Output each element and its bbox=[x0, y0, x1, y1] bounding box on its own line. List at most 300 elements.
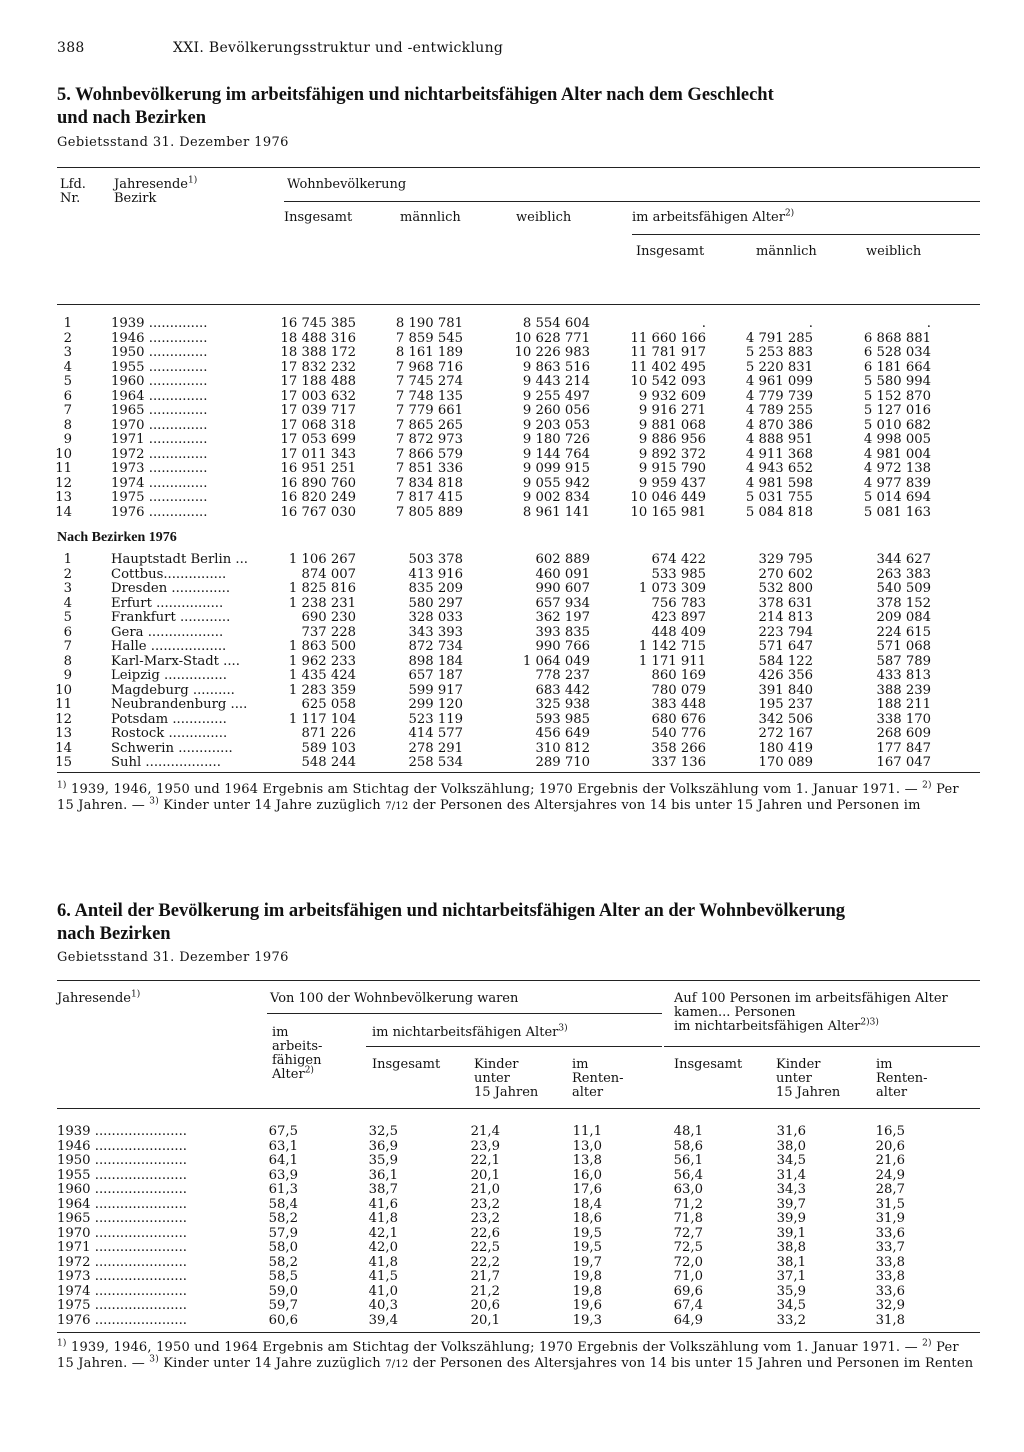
value-arb-maennlich: 180 419 bbox=[758, 740, 813, 756]
table-row bbox=[0, 374, 1024, 389]
value-arb-insgesamt: 9 932 609 bbox=[638, 388, 706, 404]
table-row bbox=[0, 654, 1024, 669]
value-arb-insgesamt: 9 916 271 bbox=[638, 403, 706, 418]
value-arb-weiblich: 5 010 682 bbox=[863, 417, 931, 433]
row-label: 1955 .............. bbox=[111, 359, 208, 375]
value-arb-weiblich: 388 239 bbox=[876, 682, 931, 698]
row-label: Erfurt ................ bbox=[111, 595, 224, 611]
row-label: 1973 .............. bbox=[111, 461, 208, 476]
value-maennlich: 278 291 bbox=[408, 740, 463, 756]
value-insgesamt: 16 745 385 bbox=[280, 316, 356, 331]
row-label: 1972 ...................... bbox=[57, 1254, 187, 1270]
value-arb-insgesamt: 9 892 372 bbox=[638, 446, 706, 462]
row-label: 1976 .............. bbox=[111, 504, 208, 520]
value-insgesamt: 16 890 760 bbox=[280, 475, 356, 491]
value-arb-insgesamt: 674 422 bbox=[651, 552, 706, 567]
row-number: 3 bbox=[63, 581, 72, 596]
table-row bbox=[0, 726, 1024, 741]
row-number: 12 bbox=[55, 475, 72, 491]
value-auf100-insgesamt: 71,0 bbox=[673, 1269, 703, 1284]
value-maennlich: 7 865 265 bbox=[395, 417, 463, 433]
row-number: 5 bbox=[63, 610, 72, 625]
value-maennlich: 8 190 781 bbox=[395, 316, 463, 331]
value-arbeitsfaehig: 61,3 bbox=[268, 1182, 298, 1197]
value-arb-weiblich: 571 068 bbox=[876, 639, 931, 654]
table6-header-von100: Von 100 der Wohnbevölkerung waren bbox=[270, 991, 519, 1006]
value-insgesamt: 1 238 231 bbox=[288, 595, 356, 611]
table-row bbox=[0, 345, 1024, 360]
table6-top-rule bbox=[57, 980, 980, 981]
value-arb-insgesamt: 448 409 bbox=[651, 624, 706, 640]
row-label: Suhl .................. bbox=[111, 755, 221, 770]
value-weiblich: 325 938 bbox=[535, 697, 590, 712]
row-number: 5 bbox=[63, 374, 72, 389]
table-row bbox=[0, 1284, 1024, 1299]
value-insgesamt: 1 962 233 bbox=[288, 653, 356, 669]
table6-header-im-arb-l4: Alter$^{2)}$ bbox=[272, 1065, 314, 1082]
row-label: 1971 ...................... bbox=[57, 1240, 187, 1255]
value-insgesamt: 18 488 316 bbox=[280, 330, 356, 346]
table-row bbox=[0, 389, 1024, 404]
table5-top-rule bbox=[57, 167, 980, 168]
table6-header-kinder-l1: Kinder bbox=[474, 1057, 519, 1072]
row-number: 2 bbox=[63, 566, 72, 582]
table-row bbox=[0, 1182, 1024, 1197]
value-insgesamt: 690 230 bbox=[301, 610, 356, 625]
value-maennlich: 328 033 bbox=[408, 610, 463, 625]
row-number: 4 bbox=[63, 595, 72, 611]
table-row bbox=[0, 567, 1024, 582]
value-nichtarb-insgesamt: 40,3 bbox=[368, 1298, 398, 1313]
table-row bbox=[0, 1255, 1024, 1270]
row-label: 1965 ...................... bbox=[57, 1211, 187, 1226]
table6-header-renten-l2: Renten- bbox=[572, 1071, 624, 1086]
value-rentenalter: 16,0 bbox=[572, 1167, 602, 1183]
value-nichtarb-insgesamt: 38,7 bbox=[368, 1182, 398, 1197]
table6-header-kinder2-l1: Kinder bbox=[776, 1057, 821, 1072]
value-arb-maennlich: 584 122 bbox=[758, 653, 813, 669]
row-label: 1971 .............. bbox=[111, 432, 208, 447]
value-arb-maennlich: 5 220 831 bbox=[745, 359, 813, 375]
row-label: Gera .................. bbox=[111, 624, 224, 640]
value-auf100-renten: 16,5 bbox=[875, 1124, 905, 1139]
value-auf100-kinder: 38,1 bbox=[776, 1254, 806, 1270]
value-maennlich: 835 209 bbox=[408, 581, 463, 596]
value-auf100-insgesamt: 72,7 bbox=[673, 1225, 703, 1241]
row-label: Magdeburg .......... bbox=[111, 682, 235, 698]
table6-header-im-arb-l2: arbeits- bbox=[272, 1039, 323, 1054]
value-weiblich: 683 442 bbox=[535, 682, 590, 698]
value-maennlich: 898 184 bbox=[408, 653, 463, 669]
row-label: Frankfurt ............ bbox=[111, 610, 231, 625]
value-nichtarb-insgesamt: 35,9 bbox=[368, 1153, 398, 1168]
row-label: 1972 .............. bbox=[111, 446, 208, 462]
table-row bbox=[0, 360, 1024, 375]
value-arb-weiblich: 5 580 994 bbox=[863, 374, 931, 389]
table5-header-nr: Nr. bbox=[60, 191, 81, 206]
value-insgesamt: 1 435 424 bbox=[288, 668, 356, 683]
table5-subtitle: Gebietsstand 31. Dezember 1976 bbox=[57, 135, 289, 150]
value-weiblich: 10 226 983 bbox=[514, 345, 590, 360]
table6-header-bottom-rule bbox=[57, 1108, 980, 1109]
table6-header-insgesamt: Insgesamt bbox=[372, 1057, 441, 1072]
value-insgesamt: 548 244 bbox=[301, 755, 356, 770]
value-arb-insgesamt: 423 897 bbox=[651, 610, 706, 625]
value-auf100-renten: 31,9 bbox=[875, 1211, 905, 1226]
value-kinder: 22,6 bbox=[470, 1225, 500, 1241]
value-auf100-kinder: 34,5 bbox=[776, 1298, 806, 1313]
value-arb-weiblich: 6 868 881 bbox=[863, 330, 931, 346]
value-nichtarb-insgesamt: 32,5 bbox=[368, 1124, 398, 1139]
value-arb-maennlich: 270 602 bbox=[758, 566, 813, 582]
value-arb-insgesamt: 533 985 bbox=[651, 566, 706, 582]
value-arb-insgesamt: 540 776 bbox=[651, 726, 706, 741]
row-number: 6 bbox=[63, 624, 72, 640]
table6-header-auf100-l3: im nichtarbeitsfähigen Alter$^{2)3)}$ bbox=[674, 1017, 879, 1034]
value-maennlich: 414 577 bbox=[408, 726, 463, 741]
value-maennlich: 7 872 973 bbox=[395, 432, 463, 447]
value-arb-insgesamt: 9 881 068 bbox=[638, 417, 706, 433]
value-weiblich: 778 237 bbox=[535, 668, 590, 683]
value-auf100-renten: 24,9 bbox=[875, 1167, 905, 1183]
value-arb-weiblich: 5 127 016 bbox=[863, 403, 931, 418]
row-label: Neubrandenburg .... bbox=[111, 697, 248, 712]
row-number: 3 bbox=[63, 345, 72, 360]
value-arb-weiblich: 177 847 bbox=[876, 740, 931, 756]
table6-header-auf100-l1: Auf 100 Personen im arbeitsfähigen Alter bbox=[674, 991, 948, 1006]
value-rentenalter: 18,4 bbox=[572, 1196, 602, 1212]
value-arb-weiblich: 4 981 004 bbox=[863, 446, 931, 462]
value-kinder: 22,2 bbox=[470, 1254, 500, 1270]
value-maennlich: 7 834 818 bbox=[395, 475, 463, 491]
value-rentenalter: 19,8 bbox=[572, 1269, 602, 1284]
row-label: 1970 ...................... bbox=[57, 1225, 187, 1241]
value-arbeitsfaehig: 63,1 bbox=[268, 1138, 298, 1154]
table-row bbox=[0, 639, 1024, 654]
row-label: Rostock .............. bbox=[111, 726, 228, 741]
value-auf100-renten: 33,8 bbox=[875, 1254, 905, 1270]
row-number: 10 bbox=[55, 682, 72, 698]
table-row bbox=[0, 331, 1024, 346]
value-auf100-renten: 31,8 bbox=[875, 1312, 905, 1328]
row-label: Dresden .............. bbox=[111, 581, 231, 596]
value-nichtarb-insgesamt: 41,8 bbox=[368, 1211, 398, 1226]
row-number: 11 bbox=[55, 461, 72, 476]
value-arb-weiblich: 5 152 870 bbox=[863, 388, 931, 404]
value-insgesamt: 18 388 172 bbox=[280, 345, 356, 360]
value-arb-maennlich: 378 631 bbox=[758, 595, 813, 611]
table6-header-renten2-l3: alter bbox=[876, 1085, 908, 1100]
value-auf100-kinder: 38,8 bbox=[776, 1240, 806, 1255]
table5-arbeitsfaehig-rule bbox=[632, 234, 980, 235]
table-row bbox=[0, 1153, 1024, 1168]
row-label: 1965 .............. bbox=[111, 403, 208, 418]
value-weiblich: 9 443 214 bbox=[522, 374, 590, 389]
value-weiblich: 9 260 056 bbox=[522, 403, 590, 418]
value-arb-weiblich: 224 615 bbox=[876, 624, 931, 640]
value-arb-maennlich: 4 981 598 bbox=[745, 475, 813, 491]
value-arb-maennlich: 4 779 739 bbox=[745, 388, 813, 404]
value-arb-maennlich: 329 795 bbox=[758, 552, 813, 567]
table-row bbox=[0, 461, 1024, 476]
table-row bbox=[0, 625, 1024, 640]
value-arb-weiblich: 338 170 bbox=[876, 711, 931, 727]
table-row bbox=[0, 1298, 1024, 1313]
value-arbeitsfaehig: 58,0 bbox=[268, 1240, 298, 1255]
value-arbeitsfaehig: 57,9 bbox=[268, 1225, 298, 1241]
value-insgesamt: 625 058 bbox=[301, 697, 356, 712]
table5-header-bottom-rule bbox=[57, 304, 980, 305]
value-auf100-kinder: 31,6 bbox=[776, 1124, 806, 1139]
value-weiblich: 362 197 bbox=[535, 610, 590, 625]
value-arb-maennlich: 272 167 bbox=[758, 726, 813, 741]
row-number: 7 bbox=[63, 403, 72, 418]
row-number: 13 bbox=[55, 490, 72, 505]
value-insgesamt: 16 820 249 bbox=[280, 490, 356, 505]
value-arb-insgesamt: 1 073 309 bbox=[638, 581, 706, 596]
value-arb-maennlich: 4 911 368 bbox=[745, 446, 813, 462]
value-maennlich: 7 745 274 bbox=[395, 374, 463, 389]
value-maennlich: 7 779 661 bbox=[395, 403, 463, 418]
table-row bbox=[0, 712, 1024, 727]
value-maennlich: 7 968 716 bbox=[395, 359, 463, 375]
value-kinder: 20,1 bbox=[470, 1312, 500, 1328]
table5-title-line1: 5. Wohnbevölkerung im arbeitsfähigen und nichtarbeitsfähigen Alter nach dem Geschlecht bbox=[57, 85, 774, 105]
table-row bbox=[0, 1269, 1024, 1284]
row-number: 11 bbox=[55, 697, 72, 712]
value-auf100-insgesamt: 71,2 bbox=[673, 1196, 703, 1212]
value-arb-insgesamt: 9 915 790 bbox=[638, 461, 706, 476]
value-arb-insgesamt: 11 660 166 bbox=[630, 330, 706, 346]
table-row bbox=[0, 1168, 1024, 1183]
value-rentenalter: 11,1 bbox=[572, 1124, 602, 1139]
table-row bbox=[0, 1226, 1024, 1241]
value-weiblich: 10 628 771 bbox=[514, 330, 590, 346]
page-number: 388 bbox=[57, 40, 85, 56]
value-weiblich: 657 934 bbox=[535, 595, 590, 611]
table6-header-renten2-l1: im bbox=[876, 1057, 893, 1072]
table6-header-im-arb-l1: im bbox=[272, 1025, 289, 1040]
row-label: Hauptstadt Berlin ... bbox=[111, 552, 248, 567]
value-weiblich: 9 002 834 bbox=[522, 490, 590, 505]
value-arb-maennlich: 4 961 099 bbox=[745, 374, 813, 389]
value-kinder: 20,1 bbox=[470, 1167, 500, 1183]
table-row bbox=[0, 697, 1024, 712]
value-insgesamt: 17 003 632 bbox=[280, 388, 356, 404]
value-weiblich: 393 835 bbox=[535, 624, 590, 640]
value-insgesamt: 17 188 488 bbox=[280, 374, 356, 389]
value-arb-weiblich: 167 047 bbox=[876, 755, 931, 770]
table6-footnote-line2: 15 Jahren. — $^{3)}$ Kinder unter 14 Jahre zuzüglich 7/12 der Personen des Altersjahres von 14 bis unter 15 Jahren und Personen im Renten bbox=[57, 1354, 974, 1371]
table-row bbox=[0, 1124, 1024, 1139]
value-weiblich: 602 889 bbox=[535, 552, 590, 567]
value-arb-weiblich: 268 609 bbox=[876, 726, 931, 741]
value-insgesamt: 871 226 bbox=[301, 726, 356, 741]
row-number: 9 bbox=[63, 432, 72, 447]
table5-header-lfd: Lfd. bbox=[60, 177, 86, 192]
value-rentenalter: 19,5 bbox=[572, 1240, 602, 1255]
value-rentenalter: 13,0 bbox=[572, 1138, 602, 1154]
value-arb-maennlich: 532 800 bbox=[758, 581, 813, 596]
value-nichtarb-insgesamt: 41,8 bbox=[368, 1254, 398, 1270]
value-maennlich: 258 534 bbox=[408, 755, 463, 770]
table6-nichtarb-rule bbox=[366, 1046, 662, 1047]
value-arb-maennlich: 195 237 bbox=[758, 697, 813, 712]
value-arb-maennlich: 426 356 bbox=[758, 668, 813, 683]
value-insgesamt: 737 228 bbox=[301, 624, 356, 640]
row-number: 2 bbox=[63, 330, 72, 346]
table5-header-sub-insgesamt: Insgesamt bbox=[636, 244, 705, 259]
value-weiblich: 9 255 497 bbox=[522, 388, 590, 404]
value-arb-maennlich: 4 789 255 bbox=[745, 403, 813, 418]
value-auf100-insgesamt: 72,5 bbox=[673, 1240, 703, 1255]
value-arb-maennlich: 4 888 951 bbox=[745, 432, 813, 447]
value-insgesamt: 589 103 bbox=[301, 740, 356, 756]
value-auf100-kinder: 33,2 bbox=[776, 1312, 806, 1328]
row-label: 1964 .............. bbox=[111, 388, 208, 404]
value-kinder: 23,2 bbox=[470, 1211, 500, 1226]
value-rentenalter: 19,5 bbox=[572, 1225, 602, 1241]
value-arb-maennlich: 571 647 bbox=[758, 639, 813, 654]
row-label: 1960 .............. bbox=[111, 374, 208, 389]
value-maennlich: 580 297 bbox=[408, 595, 463, 611]
value-arb-maennlich: 4 943 652 bbox=[745, 461, 813, 476]
value-arb-weiblich: 540 509 bbox=[876, 581, 931, 596]
row-label: 1973 ...................... bbox=[57, 1269, 187, 1284]
value-arb-maennlich: 4 870 386 bbox=[745, 417, 813, 433]
value-auf100-kinder: 31,4 bbox=[776, 1167, 806, 1183]
value-auf100-insgesamt: 67,4 bbox=[673, 1298, 703, 1313]
value-arb-insgesamt: 10 165 981 bbox=[630, 504, 706, 520]
value-maennlich: 343 393 bbox=[408, 624, 463, 640]
value-maennlich: 7 851 336 bbox=[395, 461, 463, 476]
row-label: 1975 .............. bbox=[111, 490, 208, 505]
value-arbeitsfaehig: 63,9 bbox=[268, 1167, 298, 1183]
value-arb-maennlich: 214 813 bbox=[758, 610, 813, 625]
row-number: 9 bbox=[63, 668, 72, 683]
value-arbeitsfaehig: 58,4 bbox=[268, 1196, 298, 1212]
value-arbeitsfaehig: 59,0 bbox=[268, 1283, 298, 1299]
value-rentenalter: 19,8 bbox=[572, 1283, 602, 1299]
table5-header-weiblich: weiblich bbox=[516, 210, 572, 225]
value-arb-weiblich: 587 789 bbox=[876, 653, 931, 669]
value-arb-weiblich: 4 998 005 bbox=[863, 432, 931, 447]
value-weiblich: 289 710 bbox=[535, 755, 590, 770]
running-head: XXI. Bevölkerungsstruktur und -entwicklung bbox=[173, 40, 504, 56]
table6-header-insgesamt2: Insgesamt bbox=[674, 1057, 743, 1072]
value-arb-maennlich: 342 506 bbox=[758, 711, 813, 727]
value-arb-weiblich: 433 813 bbox=[876, 668, 931, 683]
table6-footnote-line1: $^{1)}$ 1939, 1946, 1950 und 1964 Ergebnis am Stichtag der Volkszählung; 1970 Ergebnis der Volkszählung vom 1. Januar 1971. — $^{2)}$ Per bbox=[57, 1338, 959, 1355]
table5-footnote-line1: $^{1)}$ 1939, 1946, 1950 und 1964 Ergebnis am Stichtag der Volkszählung; 1970 Ergebnis der Volkszählung vom 1. Januar 1971. — $^{2)}$ Per bbox=[57, 780, 959, 797]
value-arb-insgesamt: 9 959 437 bbox=[638, 475, 706, 491]
value-auf100-renten: 21,6 bbox=[875, 1153, 905, 1168]
value-weiblich: 456 649 bbox=[535, 726, 590, 741]
value-maennlich: 657 187 bbox=[408, 668, 463, 683]
value-arb-maennlich: 5 031 755 bbox=[745, 490, 813, 505]
value-arb-insgesamt: 10 046 449 bbox=[630, 490, 706, 505]
table-row bbox=[0, 552, 1024, 567]
value-insgesamt: 1 825 816 bbox=[288, 581, 356, 596]
table-row bbox=[0, 490, 1024, 505]
value-rentenalter: 17,6 bbox=[572, 1182, 602, 1197]
table-row bbox=[0, 418, 1024, 433]
value-arb-maennlich: 5 253 883 bbox=[745, 345, 813, 360]
row-label: 1974 .............. bbox=[111, 475, 208, 491]
table-row bbox=[0, 1313, 1024, 1328]
value-auf100-kinder: 34,5 bbox=[776, 1153, 806, 1168]
table5-header-wohnbevoelkerung: Wohnbevölkerung bbox=[287, 177, 407, 192]
value-arb-weiblich: . bbox=[926, 316, 931, 331]
table-row bbox=[0, 610, 1024, 625]
row-number: 8 bbox=[63, 653, 72, 669]
table-row bbox=[0, 432, 1024, 447]
table5-header-arbeitsfaehig: im arbeitsfähigen Alter$^{2)}$ bbox=[632, 208, 795, 225]
value-auf100-kinder: 38,0 bbox=[776, 1138, 806, 1154]
value-auf100-kinder: 37,1 bbox=[776, 1269, 806, 1284]
value-auf100-kinder: 34,3 bbox=[776, 1182, 806, 1197]
row-label: Schwerin ............. bbox=[111, 740, 233, 756]
value-auf100-insgesamt: 56,4 bbox=[673, 1167, 703, 1183]
value-maennlich: 7 805 889 bbox=[395, 504, 463, 520]
value-maennlich: 7 817 415 bbox=[395, 490, 463, 505]
value-insgesamt: 17 068 318 bbox=[280, 417, 356, 433]
value-auf100-kinder: 39,7 bbox=[776, 1196, 806, 1212]
value-arb-weiblich: 4 977 839 bbox=[863, 475, 931, 491]
value-auf100-insgesamt: 48,1 bbox=[673, 1124, 703, 1139]
value-weiblich: 460 091 bbox=[535, 566, 590, 582]
value-auf100-insgesamt: 56,1 bbox=[673, 1153, 703, 1168]
row-number: 1 bbox=[63, 552, 72, 567]
row-label: 1964 ...................... bbox=[57, 1196, 187, 1212]
value-nichtarb-insgesamt: 41,6 bbox=[368, 1196, 398, 1212]
value-maennlich: 7 859 545 bbox=[395, 330, 463, 346]
value-nichtarb-insgesamt: 36,9 bbox=[368, 1138, 398, 1154]
value-auf100-renten: 33,6 bbox=[875, 1283, 905, 1299]
table5-bezirke-heading: Nach Bezirken 1976 bbox=[57, 530, 177, 545]
value-maennlich: 599 917 bbox=[408, 682, 463, 698]
table-row bbox=[0, 755, 1024, 770]
row-label: 1950 ...................... bbox=[57, 1153, 187, 1168]
value-arb-insgesamt: 11 781 917 bbox=[630, 345, 706, 360]
table6-header-im-arb-l3: fähigen bbox=[272, 1053, 322, 1068]
value-auf100-renten: 33,6 bbox=[875, 1225, 905, 1241]
value-arb-maennlich: . bbox=[808, 316, 813, 331]
row-label: 1976 ...................... bbox=[57, 1312, 187, 1328]
value-arb-insgesamt: 337 136 bbox=[651, 755, 706, 770]
table-row bbox=[0, 505, 1024, 520]
table-row bbox=[0, 1139, 1024, 1154]
table5-header-insgesamt: Insgesamt bbox=[284, 210, 353, 225]
table-row bbox=[0, 1240, 1024, 1255]
value-arb-insgesamt: 756 783 bbox=[651, 595, 706, 611]
value-auf100-insgesamt: 72,0 bbox=[673, 1254, 703, 1270]
value-insgesamt: 17 053 699 bbox=[280, 432, 356, 447]
table6-auf100-rule bbox=[664, 1046, 980, 1047]
value-weiblich: 9 099 915 bbox=[522, 461, 590, 476]
value-arbeitsfaehig: 59,7 bbox=[268, 1298, 298, 1313]
value-arbeitsfaehig: 64,1 bbox=[268, 1153, 298, 1168]
table6-bottom-rule bbox=[57, 1332, 980, 1333]
table5-footnote-line2: 15 Jahren. — $^{3)}$ Kinder unter 14 Jahre zuzüglich 7/12 der Personen des Altersjahres von 14 bis unter 15 Jahren und Personen im bbox=[57, 796, 921, 813]
row-label: Leipzig ............... bbox=[111, 668, 227, 683]
row-number: 7 bbox=[63, 639, 72, 654]
table-row bbox=[0, 1211, 1024, 1226]
value-rentenalter: 18,6 bbox=[572, 1211, 602, 1226]
value-nichtarb-insgesamt: 42,1 bbox=[368, 1225, 398, 1241]
value-arb-maennlich: 391 840 bbox=[758, 682, 813, 698]
row-number: 6 bbox=[63, 388, 72, 404]
